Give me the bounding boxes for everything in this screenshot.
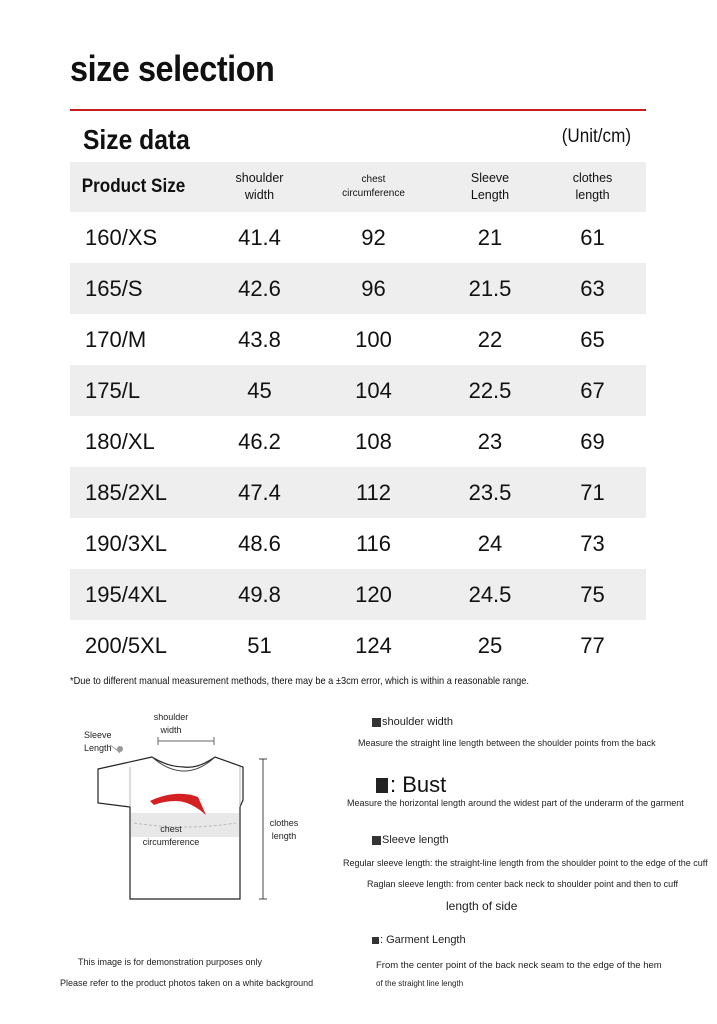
table-row: [70, 518, 646, 569]
header-sleeve-line2: Length: [470, 188, 510, 202]
info-bust-desc: Measure the horizontal length around the widest part of the underarm of the garment: [347, 798, 684, 808]
cell-chest: 100: [355, 326, 392, 352]
cell-shoulder: 48.6: [238, 530, 281, 556]
info-garment-desc-2: of the straight line length: [376, 979, 464, 988]
cell-sleeve: 25: [477, 632, 503, 658]
info-shoulder-desc: Measure the straight line length between the shoulder points from the back: [358, 738, 656, 748]
disclaimer-line-2: Please refer to the product photos taken on a white background: [60, 978, 314, 988]
table-row: [70, 620, 646, 671]
table-row: [70, 314, 646, 365]
info-sleeve-desc-3: length of side: [446, 899, 518, 913]
title-divider: [70, 109, 646, 111]
page-title: size selection: [70, 48, 275, 89]
table-row: [70, 416, 646, 467]
cell-size: 195/4XL: [85, 581, 167, 607]
cell-sleeve: 24.5: [468, 581, 512, 607]
size-table: [70, 162, 646, 671]
measurement-note: *Due to different manual measurement methods, there may be a ±3cm error, which is within a reasonable range.: [70, 675, 529, 687]
cell-clothes: 61: [580, 224, 605, 250]
cell-shoulder: 46.2: [238, 428, 281, 454]
header-shoulder-width: [213, 170, 306, 204]
cell-shoulder: 47.4: [238, 479, 281, 505]
header-product-size: Product Size: [81, 176, 186, 197]
table-row: [70, 365, 646, 416]
cell-chest: 104: [355, 377, 392, 403]
info-bust-title: : Bust: [376, 772, 446, 798]
info-sleeve-desc-2: Raglan sleeve length: from center back neck to shoulder point and then to cuff: [367, 879, 679, 889]
header-chest-circumference: [306, 173, 441, 201]
marker-icon: [372, 718, 381, 727]
cell-size: 165/S: [85, 275, 143, 301]
cell-size: 200/5XL: [85, 632, 167, 658]
table-row: [70, 569, 646, 620]
info-garment-title: : Garment Length: [372, 934, 466, 946]
cell-size: 170/M: [85, 326, 147, 352]
header-shoulder-line1: shoulder: [235, 171, 284, 185]
cell-clothes: 71: [580, 479, 605, 505]
cell-chest: 92: [361, 224, 386, 250]
info-sleeve-desc-1: Regular sleeve length: the straight-line length from the shoulder point to the edge of the cuff: [343, 858, 708, 868]
cell-clothes: 69: [580, 428, 605, 454]
cell-sleeve: 23: [477, 428, 503, 454]
cell-clothes: 75: [580, 581, 605, 607]
cell-clothes: 63: [580, 275, 605, 301]
table-header-row: [70, 162, 646, 212]
header-sleeve-line1: Sleeve: [470, 171, 510, 185]
cell-shoulder: 49.8: [238, 581, 281, 607]
cell-shoulder: 51: [247, 632, 272, 658]
cell-size: 180/XL: [85, 428, 155, 454]
cell-size: 160/XS: [85, 224, 158, 250]
cell-sleeve: 24: [477, 530, 503, 556]
cell-size: 175/L: [85, 377, 141, 403]
cell-sleeve: 22.5: [468, 377, 512, 403]
cell-chest: 116: [355, 530, 392, 556]
cell-sleeve: 21: [477, 224, 503, 250]
cell-size: 190/3XL: [85, 530, 167, 556]
header-chest-line1: chest: [361, 174, 386, 185]
tshirt-diagram: [80, 705, 320, 915]
table-row: [70, 263, 646, 314]
diagram-chest-label: chest circumference: [142, 824, 200, 847]
marker-icon: [372, 937, 379, 944]
cell-shoulder: 43.8: [238, 326, 281, 352]
header-clothes-line1: clothes: [572, 171, 613, 185]
cell-shoulder: 45: [247, 377, 272, 403]
header-shoulder-line2: width: [244, 188, 275, 202]
marker-icon: [376, 778, 388, 793]
cell-chest: 124: [355, 632, 392, 658]
cell-clothes: 65: [580, 326, 605, 352]
info-garment-desc-1: From the center point of the back neck seam to the edge of the hem: [376, 960, 662, 971]
header-clothes-length: [539, 170, 646, 204]
cell-shoulder: 41.4: [238, 224, 281, 250]
cell-clothes: 67: [580, 377, 605, 403]
cell-sleeve: 21.5: [468, 275, 512, 301]
unit-label: (Unit/cm): [561, 126, 631, 147]
cell-chest: 108: [355, 428, 392, 454]
cell-chest: 120: [355, 581, 392, 607]
cell-clothes: 73: [580, 530, 605, 556]
cell-chest: 96: [361, 275, 386, 301]
marker-icon: [372, 836, 381, 845]
cell-clothes: 77: [580, 632, 605, 658]
info-sleeve-title: Sleeve length: [372, 834, 449, 846]
table-row: [70, 467, 646, 518]
cell-shoulder: 42.6: [238, 275, 281, 301]
header-chest-line2: circumference: [342, 188, 405, 199]
cell-chest: 112: [355, 479, 392, 505]
diagram-sleeve-label: Sleeve Length: [84, 730, 112, 753]
header-clothes-line2: length: [575, 188, 610, 202]
diagram-clothes-label: clothes length: [269, 818, 299, 841]
size-data-heading: Size data: [83, 124, 190, 155]
info-shoulder-title: shoulder width: [372, 716, 453, 728]
header-sleeve-length: [441, 170, 539, 204]
disclaimer-line-1: This image is for demonstration purposes only: [77, 957, 263, 967]
cell-sleeve: 22: [477, 326, 503, 352]
cell-size: 185/2XL: [85, 479, 167, 505]
diagram-shoulder-label: shoulder width: [153, 712, 189, 735]
cell-sleeve: 23.5: [468, 479, 512, 505]
table-row: [70, 212, 646, 263]
